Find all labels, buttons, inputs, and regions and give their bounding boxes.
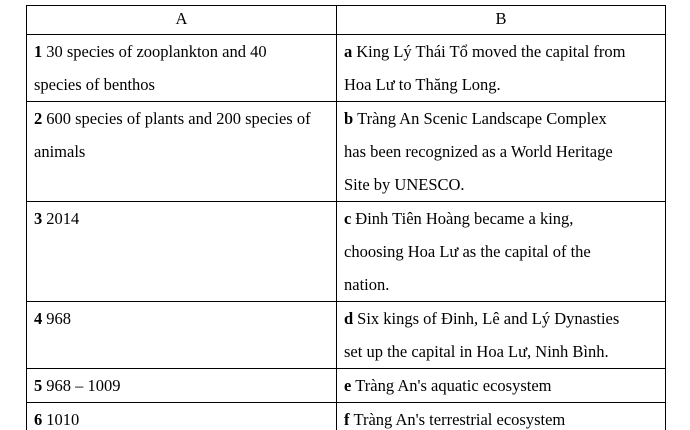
item-text: Đinh Tiên Hoàng became a king,: [355, 209, 574, 228]
item-letter: b: [344, 109, 354, 128]
cell-a-1: [27, 35, 337, 102]
cell-b-a: [337, 35, 666, 102]
item-text: Tràng An's aquatic ecosystem: [355, 376, 552, 395]
cell-a-5: [27, 369, 337, 403]
item-letter: a: [344, 42, 353, 61]
item-text: 968 – 1009: [46, 376, 121, 395]
item-text: Hoa Lư to Thăng Long.: [344, 75, 501, 94]
cell-b-b: [337, 102, 666, 202]
item-text: 1010: [46, 410, 80, 429]
table-row: [27, 369, 666, 403]
cell-a-6: [27, 403, 337, 430]
item-text: 30 species of zooplankton and 40: [46, 42, 267, 61]
item-text: set up the capital in Hoa Lư, Ninh Bình.: [344, 342, 609, 361]
item-number: 6: [34, 410, 43, 429]
item-text: Tràng An's terrestrial ecosystem: [353, 410, 566, 429]
item-letter: d: [344, 309, 354, 328]
table-row: [27, 202, 666, 302]
item-text: has been recognized as a World Heritage: [344, 142, 613, 161]
cell-b-c: [337, 202, 666, 302]
cell-a-4: [27, 302, 337, 369]
matching-table: [26, 5, 666, 430]
item-number: 5: [34, 376, 43, 395]
header-row: [27, 6, 666, 35]
cell-a-3: [27, 202, 337, 302]
item-text: species of benthos: [34, 75, 155, 94]
table-row: [27, 302, 666, 369]
item-letter: c: [344, 209, 352, 228]
cell-b-f: [337, 403, 666, 430]
item-number: 4: [34, 309, 43, 328]
table-row: [27, 102, 666, 202]
item-number: 2: [34, 109, 43, 128]
item-number: 1: [34, 42, 43, 61]
cell-b-d: [337, 302, 666, 369]
table-row: [27, 35, 666, 102]
item-text: 600 species of plants and 200 species of: [46, 109, 311, 128]
column-header-b: B: [337, 6, 666, 35]
item-text: Site by UNESCO.: [344, 175, 465, 194]
item-text: choosing Hoa Lư as the capital of the: [344, 242, 591, 261]
item-letter: e: [344, 376, 352, 395]
item-text: animals: [34, 142, 86, 161]
item-text: nation.: [344, 275, 390, 294]
cell-a-2: [27, 102, 337, 202]
item-text: 2014: [46, 209, 80, 228]
item-text: 968: [46, 309, 71, 328]
item-letter: f: [344, 410, 350, 429]
item-text: Six kings of Đinh, Lê and Lý Dynasties: [357, 309, 620, 328]
item-number: 3: [34, 209, 43, 228]
item-text: Tràng An Scenic Landscape Complex: [357, 109, 607, 128]
item-text: King Lý Thái Tổ moved the capital from: [356, 42, 626, 61]
table-row: [27, 403, 666, 430]
column-header-a: A: [27, 6, 337, 35]
cell-b-e: [337, 369, 666, 403]
